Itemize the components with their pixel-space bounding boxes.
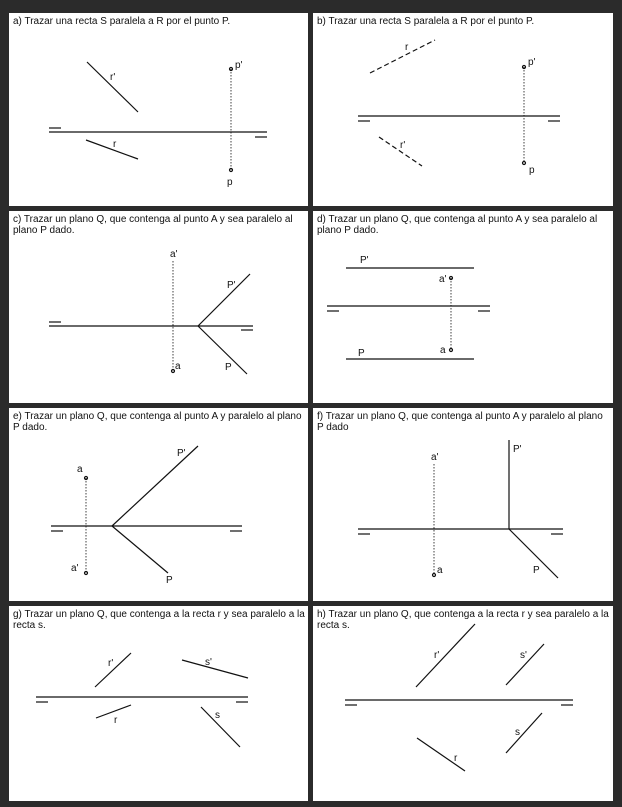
label-a-prime: a': [170, 249, 178, 260]
exercise-h-diagram: [313, 606, 613, 801]
label-a-prime: a': [431, 452, 439, 463]
exercise-g-diagram: [9, 606, 308, 801]
label-P-prime: P': [513, 444, 522, 455]
label-p: p: [529, 165, 535, 176]
label-s: s: [215, 710, 220, 721]
label-s: s: [515, 727, 520, 738]
point-p: [230, 169, 233, 172]
label-P-prime: P': [227, 280, 236, 291]
label-a: a: [437, 565, 443, 576]
point-p: [523, 162, 526, 165]
exercise-b-panel: [313, 13, 613, 206]
label-a-prime: a': [71, 563, 79, 574]
exercise-c-title: c) Trazar un plano Q, que contenga al punto A y sea paralelo al plano P dado.: [13, 214, 293, 236]
label-P-prime: P': [360, 255, 369, 266]
exercise-b-diagram: [313, 13, 613, 206]
trace-P: [112, 526, 168, 573]
exercise-c-panel: [9, 211, 308, 403]
exercise-d-diagram: [313, 211, 613, 403]
point-a: [450, 349, 453, 352]
line-s: [201, 707, 240, 747]
line-s-prime: [182, 660, 248, 678]
exercise-f-panel: [313, 408, 613, 601]
label-P: P: [533, 565, 540, 576]
label-r: r: [114, 715, 118, 726]
label-P: P: [358, 348, 365, 359]
label-r-prime: r': [400, 140, 406, 151]
label-P: P: [166, 575, 173, 586]
point-a: [433, 574, 436, 577]
label-a-prime: a': [439, 274, 447, 285]
label-r-prime: r': [110, 72, 116, 83]
label-r-prime: r': [434, 650, 440, 661]
line-r: [86, 140, 138, 159]
label-r: r: [454, 753, 458, 764]
label-p-prime: p': [528, 57, 536, 68]
exercise-a-panel: [9, 13, 308, 206]
exercise-f-diagram: [313, 408, 613, 601]
exercise-e-diagram: [9, 408, 308, 601]
exercise-h-panel: [313, 606, 613, 801]
label-r: r: [405, 42, 409, 53]
label-P-prime: P': [177, 448, 186, 459]
trace-P: [198, 326, 247, 374]
line-r: [417, 738, 465, 771]
label-r: r: [113, 139, 117, 150]
line-r-prime: [416, 624, 475, 687]
label-a: a: [175, 361, 181, 372]
label-a: a: [440, 345, 446, 356]
exercise-h-title: h) Trazar un plano Q, que contenga a la recta r y sea paralelo a la recta s.: [317, 609, 609, 631]
label-a: a: [77, 464, 83, 475]
exercise-a-diagram: [9, 13, 308, 206]
exercise-e-title: e) Trazar un plano Q, que contenga al punto A y paralelo al plano P dado.: [13, 411, 302, 433]
line-r: [370, 40, 435, 73]
label-p-prime: p': [235, 60, 243, 71]
label-r-prime: r': [108, 658, 114, 669]
label-p: p: [227, 177, 233, 188]
label-P: P: [225, 362, 232, 373]
point-a-prime: [85, 572, 88, 575]
exercise-g-panel: [9, 606, 308, 801]
line-r-prime: [87, 62, 138, 112]
exercise-f-title: f) Trazar un plano Q, que contenga al punto A y paralelo al plano P dado: [317, 411, 603, 433]
label-s-prime: s': [520, 650, 527, 661]
exercise-g-title: g) Trazar un plano Q, que contenga a la recta r y sea paralelo a la recta s.: [13, 609, 305, 631]
exercise-a-title: a) Trazar una recta S paralela a R por el punto P.: [13, 16, 231, 27]
line-s: [506, 713, 542, 753]
label-s-prime: s': [205, 657, 212, 668]
trace-P-prime: [198, 274, 250, 326]
exercise-e-panel: [9, 408, 308, 601]
exercise-b-title: b) Trazar una recta S paralela a R por el punto P.: [317, 16, 535, 27]
exercise-c-diagram: [9, 211, 308, 403]
exercise-d-panel: [313, 211, 613, 403]
exercise-d-title: d) Trazar un plano Q, que contenga al punto A y sea paralelo al plano P dado.: [317, 214, 598, 236]
